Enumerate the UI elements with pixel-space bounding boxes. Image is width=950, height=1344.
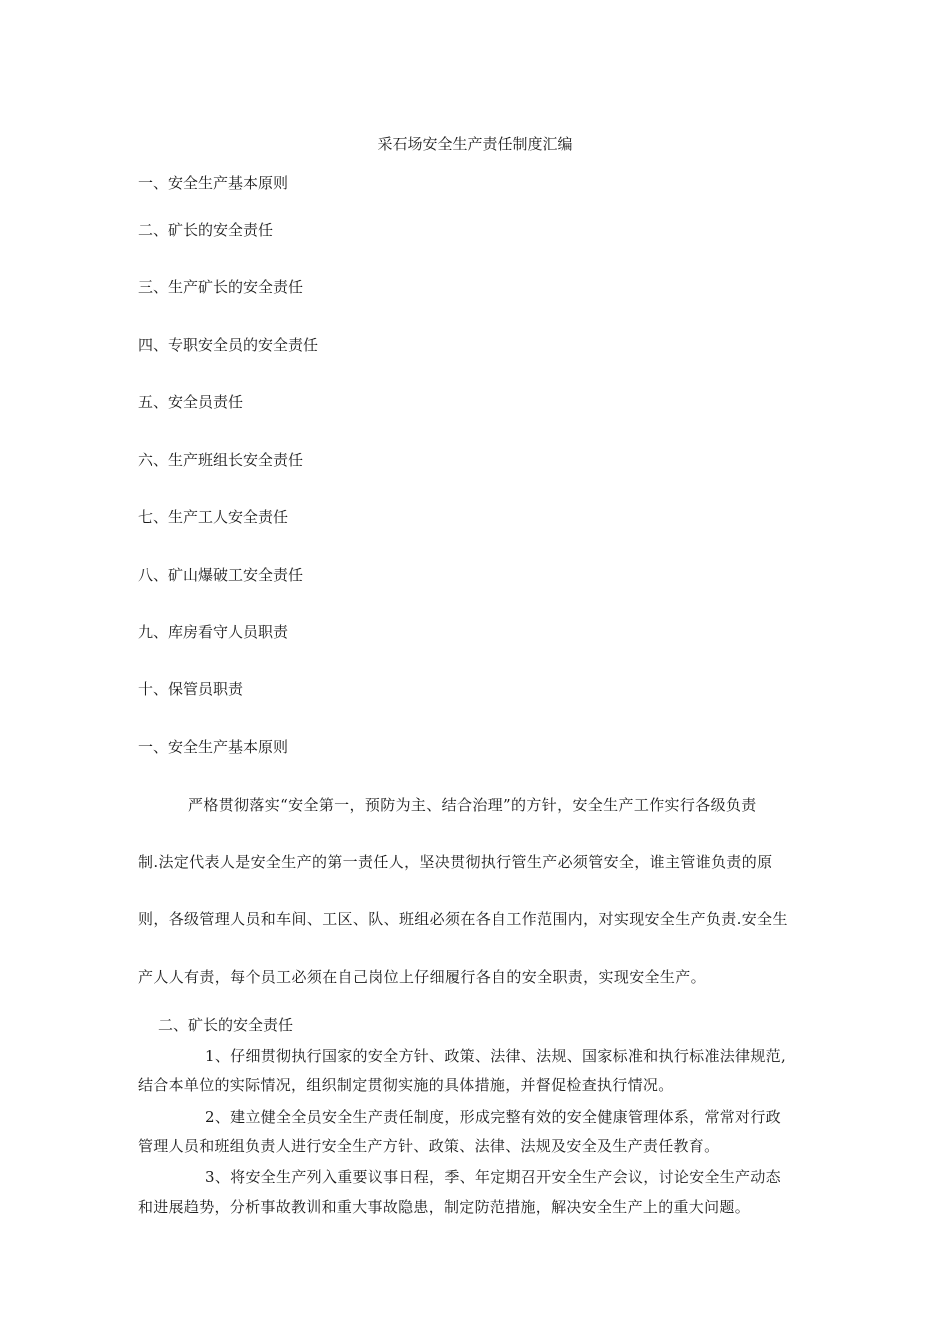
section2-line-6: 和进展趋势，分析事故教训和重大事故隐患，制定防范措施，解决安全生产上的重大问题。 [138,1198,751,1216]
section2-line-4: 管理人员和班组负责人进行安全生产方针、政策、法律、法规及安全及生产责任教育。 [138,1137,720,1155]
toc-item-5: 五、安全员责任 [138,393,244,411]
toc-item-2: 二、矿长的安全责任 [138,221,274,239]
section2-line-1: 1、仔细贯彻执行国家的安全方针、政策、法律、法规、国家标准和执行标准法律规范, [205,1047,787,1065]
toc-item-3: 三、生产矿长的安全责任 [138,278,304,296]
document-title: 采石场安全生产责任制度汇编 [377,135,573,153]
toc-item-7: 七、生产工人安全责任 [138,508,289,526]
section2-line-3: 2、建立健全全员安全生产责任制度，形成完整有效的安全健康管理体系，常常对行政 [205,1108,781,1126]
section1-line-4: 产人人有责，每个员工必须在自己岗位上仔细履行各自的安全职责，实现安全生产。 [138,968,706,986]
section1-heading: 一、安全生产基本原则 [138,738,289,756]
toc-item-6: 六、生产班组长安全责任 [138,451,304,469]
section1-line-1: 严格贯彻落实“安全第一，预防为主、结合治理”的方针，安全生产工作实行各级负责 [188,796,757,814]
toc-item-4: 四、专职安全员的安全责任 [138,336,319,354]
section1-line-3: 则，各级管理人员和车间、工区、队、班组必须在各自工作范围内，对实现安全生产负责.安全生 [138,910,788,928]
section1-line-2: 制.法定代表人是安全生产的第一责任人，坚决贯彻执行管生产必须管安全，谁主管谁负责的原 [138,853,773,871]
toc-item-10: 十、保管员职责 [138,680,244,698]
section2-heading: 二、矿长的安全责任 [158,1016,294,1034]
toc-item-9: 九、库房看守人员职责 [138,623,289,641]
toc-item-1: 一、安全生产基本原则 [138,174,289,192]
toc-item-8: 八、矿山爆破工安全责任 [138,566,304,584]
section2-line-2: 结合本单位的实际情况，组织制定贯彻实施的具体措施，并督促检查执行情况。 [138,1076,674,1094]
section2-line-5: 3、将安全生产列入重要议事日程，季、年定期召开安全生产会议，讨论安全生产动态 [205,1168,781,1186]
